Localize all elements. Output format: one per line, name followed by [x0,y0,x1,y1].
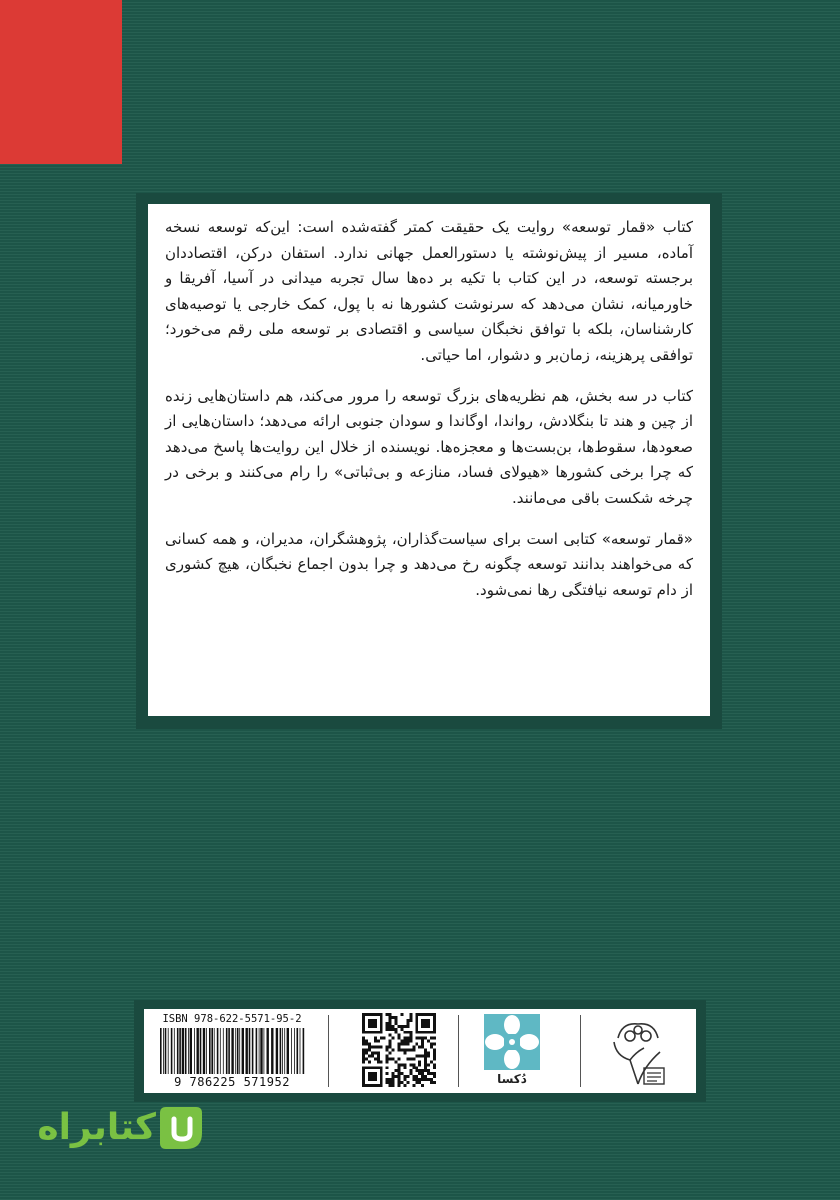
barcode-bar [190,1028,192,1074]
qr-module [424,1078,427,1081]
qr-module [415,1043,418,1046]
qr-module [392,1072,395,1075]
qr-module [386,1028,389,1031]
qr-module [433,1072,436,1075]
qr-module [362,1049,365,1052]
qr-module [365,1049,368,1052]
barcode-bar [280,1028,282,1074]
qr-module [427,1054,430,1057]
barcode-bar [179,1028,181,1074]
barcode-bar [163,1028,164,1074]
barcode-bar [228,1028,230,1074]
barcode-bar [256,1028,258,1074]
qr-module [433,1051,436,1054]
qr-module [409,1040,412,1043]
qr-module [403,1078,406,1081]
qr-module [386,1066,389,1069]
qr-module [398,1043,401,1046]
qr-module [409,1037,412,1040]
qr-module [406,1043,409,1046]
qr-module [362,1051,365,1054]
qr-module [430,1043,433,1046]
qr-module [383,1037,386,1040]
qr-module [403,1040,406,1043]
qr-module [398,1072,401,1075]
qr-module [409,1013,412,1016]
qr-module [406,1040,409,1043]
isbn-label: ISBN 978-622-5571-95-2 [162,1013,302,1025]
barcode-bar [300,1028,301,1074]
qr-module [392,1016,395,1019]
qr-module [389,1057,392,1060]
qr-module [400,1028,403,1031]
barcode-bar [206,1028,207,1074]
qr-module [427,1051,430,1054]
qr-module [389,1034,392,1037]
qr-module [418,1063,421,1066]
barcode-bar [217,1028,219,1074]
barcode-bar [259,1028,260,1074]
qr-module [389,1078,392,1081]
qr-module [380,1046,383,1049]
qr-module [421,1069,424,1072]
qr-module [421,1078,424,1081]
qr-module [412,1084,415,1087]
qr-module [418,1060,421,1063]
qr-module [415,1075,418,1078]
qr-module [409,1034,412,1037]
barcode-bar [226,1028,228,1074]
qr-module [415,1081,418,1084]
qr-module [412,1049,415,1052]
qr-module [377,1057,380,1060]
qr-module [424,1066,427,1069]
barcode-bar [271,1028,273,1074]
qr-module [368,1019,377,1028]
qr-module [398,1075,401,1078]
barcode-bar [291,1028,292,1074]
qr-module [421,1054,424,1057]
ketabrah-logo-icon [156,1103,206,1153]
qr-module [365,1043,368,1046]
qr-module [374,1037,377,1040]
qr-module [418,1046,421,1049]
qr-module [415,1037,418,1040]
barcode-bar [249,1028,251,1074]
qr-module [421,1043,424,1046]
barcode-bar [209,1028,211,1074]
qr-module [409,1069,412,1072]
qr-module [421,1040,424,1043]
qr-module [377,1051,380,1054]
qr-module [392,1081,395,1084]
divider [458,1015,459,1087]
qr-module [433,1054,436,1057]
qr-module [412,1066,415,1069]
qr-module [389,1051,392,1054]
watermark-text: کتابراه [37,1107,156,1148]
qr-module [418,1037,421,1040]
qr-module [412,1057,415,1060]
barcode-bar [267,1028,269,1074]
qr-module [415,1054,418,1057]
qr-module [430,1081,433,1084]
qr-module [386,1081,389,1084]
qr-module [430,1037,433,1040]
qr-module [418,1054,421,1057]
divider [580,1015,581,1087]
qr-module [424,1063,427,1066]
qr-module [377,1040,380,1043]
barcode-bar [264,1028,265,1074]
qr-module [433,1037,436,1040]
qr-module [403,1075,406,1078]
qr-module [398,1046,401,1049]
qr-module [386,1046,389,1049]
barcode-bar [211,1028,213,1074]
qr-module [398,1069,401,1072]
qr-module [433,1075,436,1078]
qr-module [427,1078,430,1081]
qr-module [400,1063,403,1066]
qr-module [406,1049,409,1052]
barcode-bar [237,1028,239,1074]
qr-module [389,1028,392,1031]
barcode-bar [160,1028,162,1074]
qr-module [398,1037,401,1040]
qr-module [433,1043,436,1046]
ean-digits: 9 786225 571952 [174,1075,290,1089]
qr-module [398,1084,401,1087]
qr-module [424,1037,427,1040]
qr-module [395,1019,398,1022]
qr-module [395,1075,398,1078]
qr-module [406,1025,409,1028]
qr-module [400,1072,403,1075]
qr-module [398,1066,401,1069]
qr-module [409,1063,412,1066]
qr-module [403,1066,406,1069]
qr-module [389,1025,392,1028]
qr-module [433,1063,436,1066]
qr-module [398,1081,401,1084]
barcode-bar [174,1028,175,1074]
qr-module [409,1072,412,1075]
qr-module [412,1075,415,1078]
qr-module [398,1034,401,1037]
qr-module [430,1046,433,1049]
qr-module [415,1066,418,1069]
qr-module [392,1084,395,1087]
qr-module [365,1040,368,1043]
qr-module [424,1075,427,1078]
qr-module [427,1072,430,1075]
qr-module [386,1054,389,1057]
barcode-bar [239,1028,240,1074]
qr-module [395,1016,398,1019]
barcode-bar [294,1028,295,1074]
qr-module [365,1057,368,1060]
qr-module [403,1049,406,1052]
qr-module [403,1051,406,1054]
divider [328,1015,329,1087]
qr-module [409,1019,412,1022]
qr-module [424,1057,427,1060]
qr-module [389,1043,392,1046]
barcode-bar [194,1028,195,1074]
barcode-bar [242,1028,244,1074]
blurb-panel [148,204,710,716]
red-accent-block [0,0,122,164]
qr-module [398,1063,401,1066]
qr-module [368,1046,371,1049]
qr-module [389,1019,392,1022]
qr-module [395,1060,398,1063]
qr-module [409,1016,412,1019]
barcode-bar [252,1028,254,1074]
qr-module [400,1013,403,1016]
qr-module [406,1057,409,1060]
barcode-bar [168,1028,169,1074]
qr-module [368,1043,371,1046]
barcode-bar [177,1028,179,1074]
barcode-bar [303,1028,305,1074]
qr-module [430,1060,433,1063]
qr-module [403,1025,406,1028]
isbn-barcode [152,1013,312,1089]
qr-module [424,1054,427,1057]
qr-module [400,1081,403,1084]
qr-module [392,1028,395,1031]
barcode-bar [220,1028,221,1074]
barcode-bar [214,1028,215,1074]
qr-module [398,1078,401,1081]
qr-module [412,1063,415,1066]
qr-module [424,1060,427,1063]
barcode-bar [260,1028,262,1074]
qr-module [371,1046,374,1049]
qr-module [403,1063,406,1066]
barcode-bar [165,1028,167,1074]
ketabrah-watermark [36,1103,206,1163]
qr-module [389,1081,392,1084]
qr-module [386,1057,389,1060]
qr-module [418,1081,421,1084]
qr-module [398,1057,401,1060]
qr-module [412,1046,415,1049]
qr-module [418,1078,421,1081]
barcode-bar [282,1028,283,1074]
qr-module [389,1022,392,1025]
qr-module [406,1031,409,1034]
qr-module [386,1072,389,1075]
barcode-bar [197,1028,199,1074]
qr-module [386,1078,389,1081]
qr-module [368,1054,371,1057]
qr-module [389,1013,392,1016]
qr-module [368,1072,377,1081]
qr-module [377,1060,380,1063]
barcode-bar [231,1028,233,1074]
qr-module [421,1084,424,1087]
qr-module [412,1078,415,1081]
qr-module [380,1060,383,1063]
qr-module [365,1051,368,1054]
qr-module [362,1043,365,1046]
qr-module [392,1078,395,1081]
barcode-bar [171,1028,173,1074]
qr-module [374,1051,377,1054]
qr-module [403,1037,406,1040]
imprint-logo-icon [600,1012,676,1090]
qr-module [433,1049,436,1052]
qr-module [395,1022,398,1025]
qr-module [362,1040,365,1043]
barcode-bar [182,1028,184,1074]
barcode-bar [276,1028,278,1074]
qr-module [362,1060,365,1063]
qr-module [406,1037,409,1040]
barcode-bar [235,1028,236,1074]
qr-module [400,1049,403,1052]
qr-module [392,1057,395,1060]
barcode-icon [154,1028,310,1074]
barcode-bar [297,1028,299,1074]
barcode-bar [188,1028,189,1074]
qr-module [395,1031,398,1034]
blurb-paragraph-2: کتاب در سه بخش، هم نظریه‌های بزرگ توسعه را مرور می‌کند، هم داستان‌هایی زنده از چین و هند تا بنگلادش، رواندا، اوگاندا و سودان جنوبی ارائه می‌دهد؛ داستان‌هایی از صعودها، سقوط‌ها، بن‌بست‌ها و معجزه‌ها. نویسنده از خلال این روایت‌ها پاسخ می‌دهد که چرا برخی کشورها «هیولای فساد، منازعه و بی‌ثباتی» را رام می‌کنند و برخی در چرخه شکست باقی می‌مانند. [165,386,693,507]
qr-module [400,1025,403,1028]
qr-module [424,1049,427,1052]
qr-module [362,1037,365,1040]
barcode-bar [203,1028,205,1074]
qr-module [398,1049,401,1052]
barcode-bar [200,1028,202,1074]
blurb-paragraph-1: کتاب «قمار توسعه» روایت یک حقیقت کمتر گفته‌شده است: این‌که توسعه نسخه آماده، مسیر از پیش‌نوشته یا دستورالعمل جهانی ندارد. استفان درکن، اقتصاددان برجسته توسعه، در این کتاب با تکیه بر ده‌ها سال تجربه میدانی در آسیا، آفریقا و خاورمیانه، نشان می‌دهد که سرنوشت کشورها نه با پول، کمک خارجی یا توصیه‌های کارشناسان، بلکه با توافق نخبگان سیاسی و اقتصادی بر توسعه ملی رقم می‌خورد؛ توافقی پرهزینه، زمان‌بر و دشوار، اما حیاتی. [165,218,693,364]
qr-module [418,1072,421,1075]
qr-module [409,1031,412,1034]
qr-module [392,1049,395,1052]
qr-module [403,1084,406,1087]
qr-module [403,1031,406,1034]
qr-module [386,1022,389,1025]
qr-module [406,1075,409,1078]
qr-module [409,1057,412,1060]
qr-module [433,1057,436,1060]
qr-module [424,1069,427,1072]
qr-module [430,1078,433,1081]
qr-module [386,1025,389,1028]
qr-module [427,1069,430,1072]
qr-module [398,1025,401,1028]
qr-module [371,1051,374,1054]
qr-code-icon [358,1013,440,1087]
qr-module [392,1025,395,1028]
qr-module [421,1019,430,1028]
qr-module [430,1072,433,1075]
qr-module [421,1046,424,1049]
qr-module [424,1051,427,1054]
qr-module [409,1049,412,1052]
qr-module [386,1060,389,1063]
qr-module [421,1075,424,1078]
barcode-bar [246,1028,248,1074]
qr-module [377,1054,380,1057]
qr-module [421,1037,424,1040]
qr-module [389,1046,392,1049]
qr-module [386,1049,389,1052]
qr-module [403,1043,406,1046]
qr-module [395,1028,398,1031]
qr-module [433,1081,436,1084]
qr-module [374,1046,377,1049]
qr-module [415,1069,418,1072]
publisher-name: دُکسا [497,1072,527,1086]
qr-module [427,1040,430,1043]
qr-module [368,1049,371,1052]
qr-module [362,1057,365,1060]
qr-module [389,1084,392,1087]
qr-module [389,1040,392,1043]
qr-module [400,1040,403,1043]
barcode-bar [284,1028,285,1074]
qr-module [421,1072,424,1075]
qr-module [427,1063,430,1066]
qr-module [433,1066,436,1069]
qr-module [406,1081,409,1084]
qr-module [362,1054,365,1057]
qr-module [418,1069,421,1072]
qr-module [400,1043,403,1046]
qr-module [415,1078,418,1081]
barcode-bar [223,1028,224,1074]
blurb-paragraph-3: «قمار توسعه» کتابی است برای سیاست‌گذاران، پژوهشگران، مدیران، و همه کسانی که می‌خواهند بدانند توسعه چگونه رخ می‌دهد و چرا بدون اجماع نخبگان، هیچ کشوری از دام توسعه نیافتگی رها نمی‌شود. [165,529,693,599]
qr-module [406,1022,409,1025]
barcode-bar [287,1028,289,1074]
qr-module [368,1060,371,1063]
qr-module [380,1037,383,1040]
qr-module [392,1075,395,1078]
barcode-bar [185,1028,187,1074]
qr-module [386,1013,389,1016]
qr-module [374,1040,377,1043]
qr-module [371,1054,374,1057]
qr-module [377,1046,380,1049]
qr-module [374,1057,377,1060]
qr-module [395,1069,398,1072]
qr-module [392,1037,395,1040]
qr-module [406,1019,409,1022]
qr-module [389,1016,392,1019]
